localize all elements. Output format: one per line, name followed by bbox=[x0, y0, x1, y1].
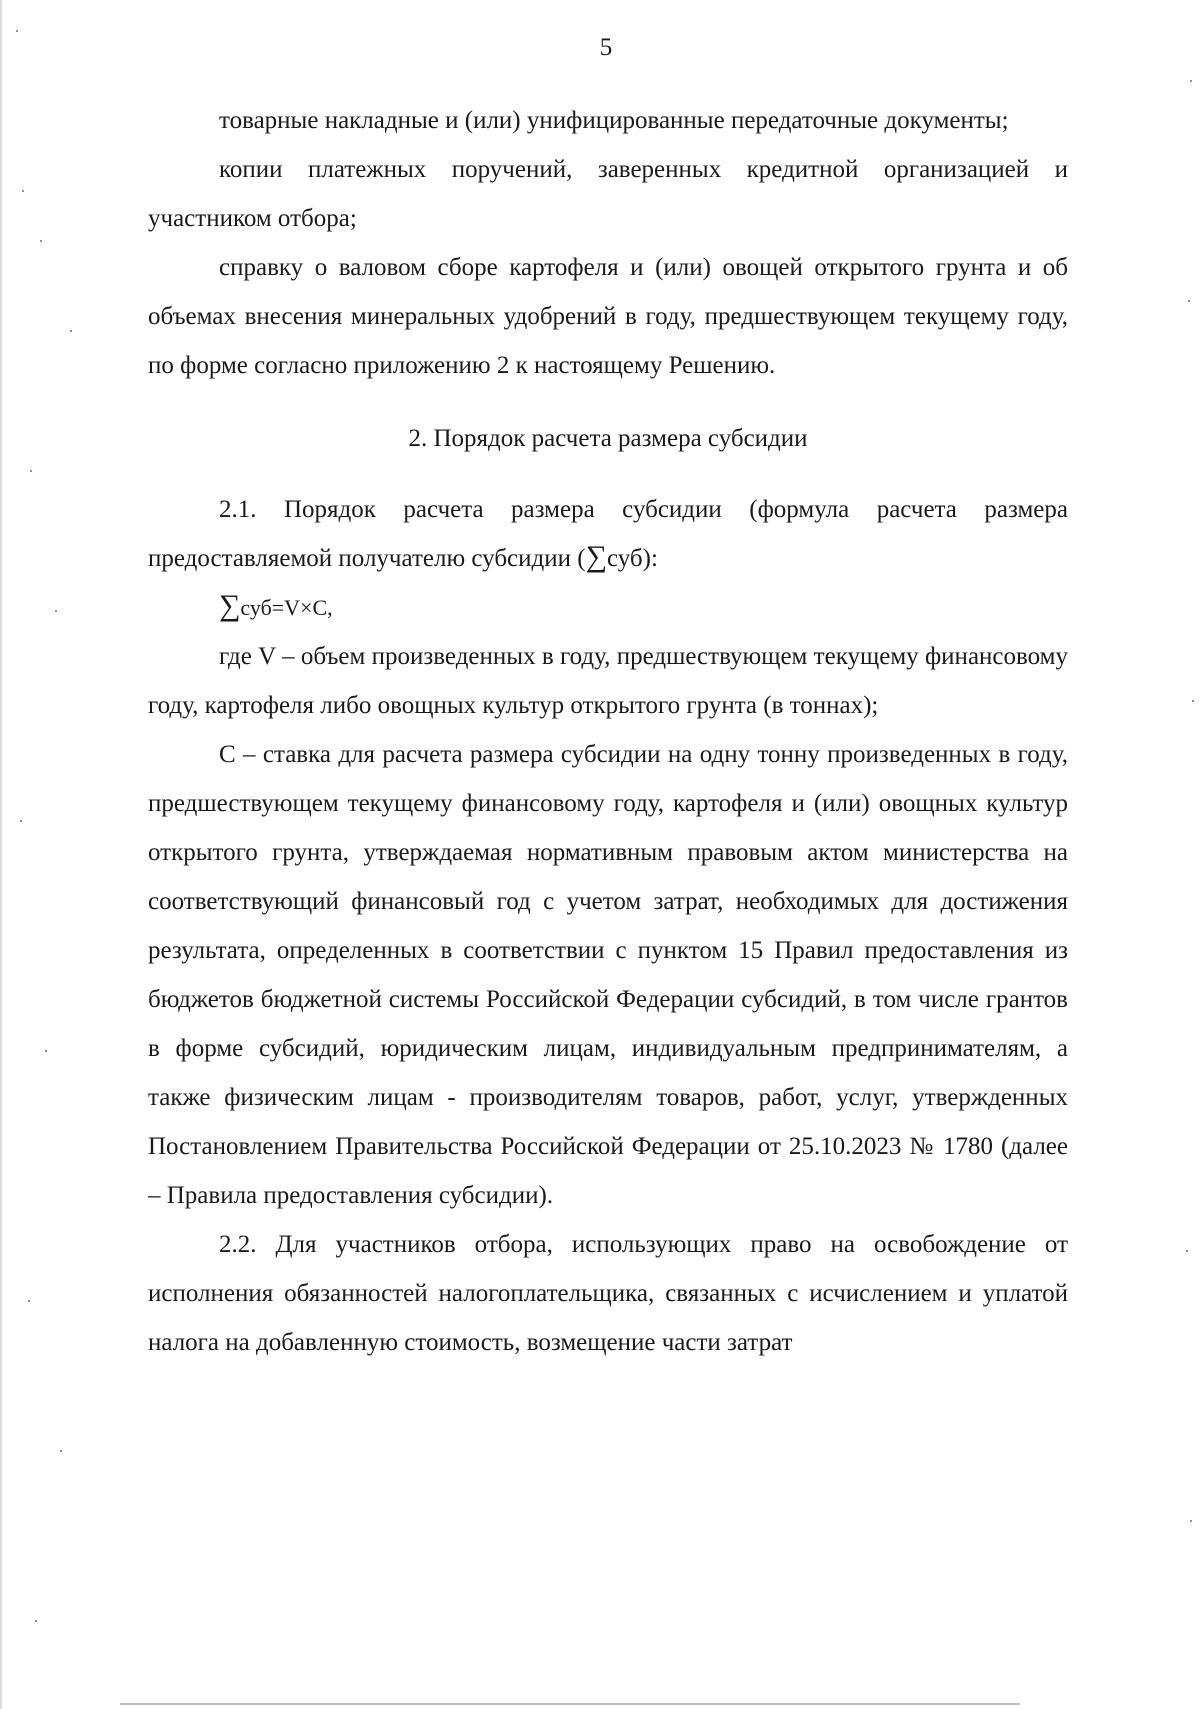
scan-speck bbox=[70, 330, 72, 332]
document-body bbox=[148, 96, 1068, 1367]
scan-speck bbox=[55, 610, 57, 612]
scan-speck bbox=[1190, 1520, 1192, 1522]
scan-speck bbox=[20, 820, 22, 822]
paragraph-2-1 bbox=[148, 485, 1068, 583]
sigma-subscript: суб bbox=[606, 545, 643, 572]
formula bbox=[148, 583, 1068, 632]
paragraph-2-1-suffix: ): bbox=[642, 545, 658, 572]
scan-speck bbox=[60, 1450, 62, 1452]
formula-sigma: ∑ bbox=[219, 589, 241, 622]
scan-speck bbox=[1192, 700, 1194, 702]
scan-left-edge bbox=[0, 0, 3, 1709]
page-number: 5 bbox=[599, 34, 613, 61]
paragraph-where-c: С – ставка для расчета размера субсидии на одну тонну произведенных в году, предшествующем текущему финансовому году, картофеля и (или) овощных культур открытого грунта, утверждаемая нормативным правовым актом министерства на соответствующий финансовый год с учетом затрат, необходимых для достижения результата, определенных в соответствии с пунктом 15 Правил предоставления из бюджетов бюджетной системы Российской Федерации субсидий, в том числе грантов в форме субсидий, юридическим лицам, индивидуальным предпринимателям, а также физическим лицам - производителям товаров, работ, услуг, утвержденных Постановлением Правительства Российской Федерации от 25.10.2023 № 1780 (далее – Правила предоставления субсидии). bbox=[148, 741, 1068, 1209]
paragraph-where-v: где V – объем произведенных в году, предшествующем текущему финансовому году, картофеля либо овощных культур открытого грунта (в тоннах); bbox=[148, 643, 1068, 719]
scan-speck bbox=[28, 1300, 30, 1302]
section-heading: 2. Порядок расчета размера субсидии bbox=[408, 425, 808, 452]
scan-speck bbox=[45, 1050, 47, 1052]
scan-speck bbox=[1190, 80, 1192, 82]
formula-text: суб=V×C, bbox=[240, 595, 333, 620]
scan-speck bbox=[1186, 1250, 1188, 1252]
sigma-symbol: ∑ bbox=[585, 540, 607, 573]
paragraph-harvest-certificate: справку о валовом сборе картофеля и (или) овощей открытого грунта и об объемах внесения минеральных удобрений в году, предшествующем текущему году, по форме согласно приложению 2 к настоящему Решению. bbox=[148, 254, 1068, 379]
scan-speck bbox=[30, 470, 32, 472]
paragraph-waybills: товарные накладные и (или) унифицированные передаточные документы; bbox=[219, 107, 1009, 134]
scan-speck bbox=[22, 190, 24, 192]
paragraph-payment-orders: копии платежных поручений, заверенных кредитной организацией и участником отбора; bbox=[148, 156, 1068, 232]
scan-speck bbox=[1188, 300, 1190, 302]
scan-speck bbox=[16, 30, 18, 32]
scan-bottom-edge bbox=[120, 1703, 1020, 1705]
paragraph-2-2: 2.2. Для участников отбора, использующих право на освобождение от исполнения обязанностей налогоплательщика, связанных с исчислением и уплатой налога на добавленную стоимость, возмещение части затрат bbox=[148, 1231, 1068, 1356]
scan-speck bbox=[35, 1620, 37, 1622]
scan-speck bbox=[40, 240, 42, 242]
paragraph-2-1-text: 2.1. Порядок расчета размера субсидии (формула расчета размера предоставляемой получателю субсидии ( bbox=[148, 496, 1068, 572]
